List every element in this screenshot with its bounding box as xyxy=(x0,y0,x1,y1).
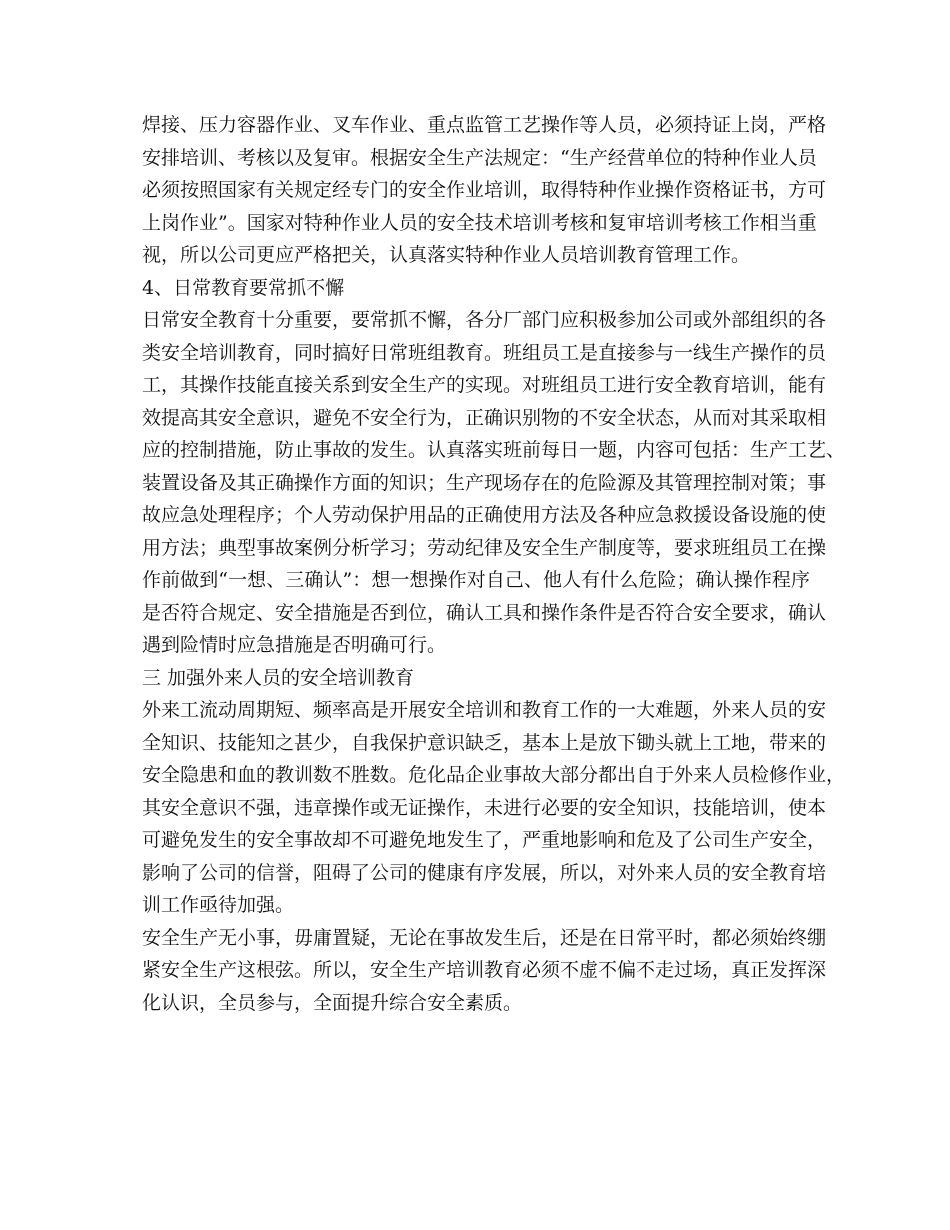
text-line: 可避免发生的安全事故却不可避免地发生了，严重地影响和危及了公司生产安全， xyxy=(142,829,827,851)
text-line: 三 加强外来人员的安全培训教育 xyxy=(142,666,415,689)
text-line: 外来工流动周期短、频率高是开展安全培训和教育工作的一大难题，外来人员的安 xyxy=(142,699,827,721)
text-line: 故应急处理程序；个人劳动保护用品的正确使用方法及各种应急救援设备设施的使 xyxy=(142,504,827,526)
text-line: 视，所以公司更应严格把关，认真落实特种作业人员培训教育管理工作。 xyxy=(142,244,751,266)
text-line: 影响了公司的信誉，阻碍了公司的健康有序发展，所以，对外来人员的安全教育培 xyxy=(142,861,827,884)
text-line: 训工作亟待加强。 xyxy=(142,894,295,916)
text-line: 安排培训、考核以及复审。根据安全生产法规定：“生产经营单位的特种作业人员 xyxy=(142,146,817,169)
text-line: 用方法；典型事故案例分析学习；劳动纪律及安全生产制度等，要求班组员工在操 xyxy=(142,536,827,559)
text-line: 工，其操作技能直接关系到安全生产的实现。对班组员工进行安全教育培训，能有 xyxy=(142,374,827,396)
text-line: 遇到险情时应急措施是否明确可行。 xyxy=(142,634,447,656)
text-line: 上岗作业”。国家对特种作业人员的安全技术培训考核和复审培训考核工作相当重 xyxy=(142,211,817,234)
text-line: 4、日常教育要常抓不懈 xyxy=(142,276,345,299)
text-line: 安全生产无小事，毋庸置疑，无论在事故发生后，还是在日常平时，都必须始终绷 xyxy=(142,926,827,949)
text-line: 应的控制措施，防止事故的发生。认真落实班前每日一题，内容可包括：生产工艺、 xyxy=(142,439,846,461)
text-line: 化认识，全员参与，全面提升综合安全素质。 xyxy=(142,991,523,1014)
text-line: 必须按照国家有关规定经专门的安全作业培训，取得特种作业操作资格证书，方可 xyxy=(142,179,827,201)
text-line: 类安全培训教育，同时搞好日常班组教育。班组员工是直接参与一线生产操作的员 xyxy=(142,341,827,364)
text-line: 效提高其安全意识，避免不安全行为，正确识别物的不安全状态，从而对其采取相 xyxy=(142,406,827,429)
text-line: 紧安全生产这根弦。所以，安全生产培训教育必须不虚不偏不走过场，真正发挥深 xyxy=(142,959,827,981)
text-line: 装置设备及其正确操作方面的知识；生产现场存在的危险源及其管理控制对策；事 xyxy=(142,471,827,494)
text-line: 其安全意识不强，违章操作或无证操作，未进行必要的安全知识，技能培训，使本 xyxy=(142,796,827,819)
text-line: 是否符合规定、安全措施是否到位，确认工具和操作条件是否符合安全要求，确认 xyxy=(142,601,827,624)
document-body xyxy=(142,109,846,1019)
text-line: 焊接、压力容器作业、叉车作业、重点监管工艺操作等人员，必须持证上岗，严格 xyxy=(142,114,827,136)
text-line: 作前做到“一想、三确认”：想一想操作对自己、他人有什么危险；确认操作程序 xyxy=(142,569,810,591)
text-line: 日常安全教育十分重要，要常抓不懈，各分厂部门应积极参加公司或外部组织的各 xyxy=(142,309,827,331)
text-line: 全知识、技能知之甚少，自我保护意识缺乏，基本上是放下锄头就上工地，带来的 xyxy=(142,731,827,754)
text-line: 安全隐患和血的教训数不胜数。危化品企业事故大部分都出自于外来人员检修作业， xyxy=(142,764,846,786)
